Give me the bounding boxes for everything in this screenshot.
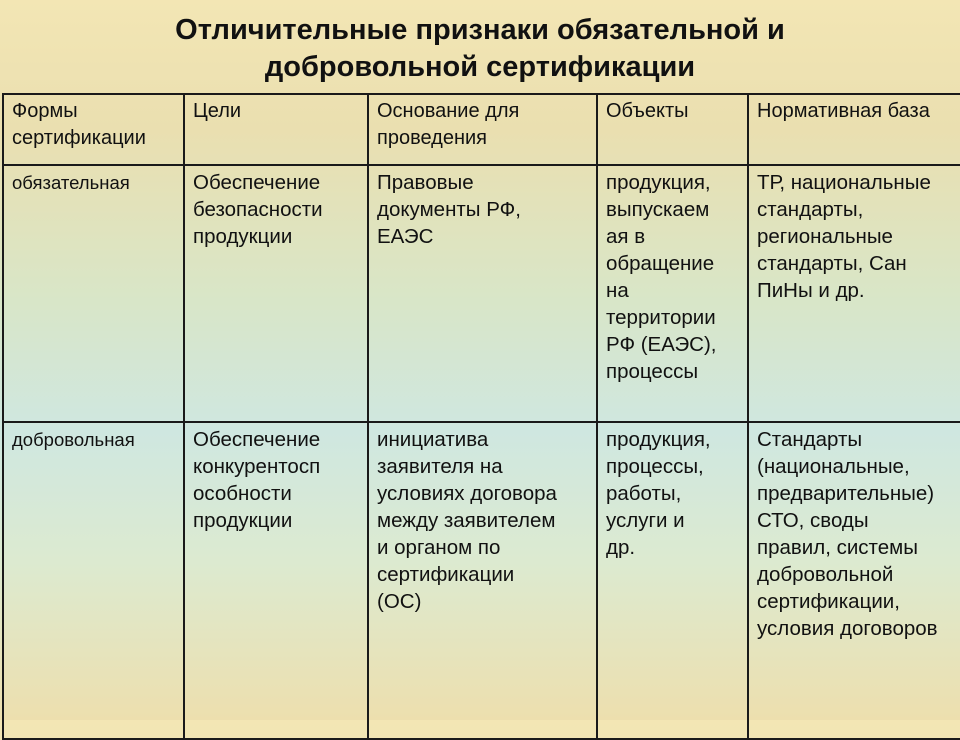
table-row [3, 165, 960, 422]
table-cell [748, 165, 960, 422]
cell-line: Объекты [606, 100, 689, 122]
cell-line: особности [193, 482, 292, 505]
cell-line: условия договоров [757, 617, 938, 640]
cell-line: продукции [193, 509, 293, 532]
cell-line: ая в [606, 225, 646, 248]
cell-line: добровольная [12, 429, 135, 450]
header-cell-goals [184, 94, 368, 165]
cell-line: региональные [757, 225, 893, 248]
cell-line: (национальные, [757, 455, 910, 478]
cell-line: сертификации, [757, 590, 900, 613]
title-line-1: Отличительные признаки обязательной и [175, 14, 785, 46]
cell-line: Цели [193, 100, 242, 122]
cell-line: продукции [193, 225, 293, 248]
cell-line: Стандарты [757, 428, 863, 451]
cell-line: Формы [12, 100, 78, 122]
cell-line: проведения [377, 127, 487, 149]
table-cell [597, 422, 748, 739]
cell-line: Правовые [377, 171, 474, 194]
table-cell [368, 422, 597, 739]
cell-line: добровольной [757, 563, 894, 586]
page-title [0, 12, 960, 86]
cell-line: продукция, [606, 428, 711, 451]
table-cell [597, 165, 748, 422]
table-cell [184, 422, 368, 739]
cell-line: на [606, 279, 629, 302]
header-cell-objects [597, 94, 748, 165]
header-cell-basis [368, 94, 597, 165]
table-header-row [3, 94, 960, 165]
cell-line: процессы, [606, 455, 704, 478]
cell-line: др. [606, 536, 636, 559]
cell-line: заявителя на [377, 455, 503, 478]
cell-line: предварительные) [757, 482, 935, 505]
cell-line: продукция, [606, 171, 711, 194]
cell-line: работы, [606, 482, 682, 505]
cell-line: сертификации [12, 127, 146, 149]
cell-line: документы РФ, [377, 198, 521, 221]
cell-line: процессы [606, 360, 699, 383]
cell-line: СТО, своды [757, 509, 869, 532]
cell-line: обязательная [12, 172, 130, 193]
table-row [3, 422, 960, 739]
cell-line: Основание для [377, 100, 520, 122]
cell-line: Обеспечение [193, 171, 321, 194]
cell-line: инициатива [377, 428, 489, 451]
table-cell [748, 422, 960, 739]
cell-line: условиях договора [377, 482, 557, 505]
header-cell-forms [3, 94, 184, 165]
comparison-table [2, 93, 960, 740]
cell-line: выпускаем [606, 198, 710, 221]
cell-line: услуги и [606, 509, 685, 532]
cell-line: обращение [606, 252, 715, 275]
title-line-2: добровольной сертификации [264, 51, 696, 83]
table-cell [3, 422, 184, 739]
header-cell-normative-base [748, 94, 960, 165]
table-cell [184, 165, 368, 422]
cell-line: (ОС) [377, 590, 422, 613]
cell-line: стандарты, Сан [757, 252, 907, 275]
table-cell [3, 165, 184, 422]
cell-line: стандарты, [757, 198, 864, 221]
cell-line: ЕАЭС [377, 225, 434, 248]
cell-line: РФ (ЕАЭС), [606, 333, 717, 356]
cell-line: конкурентосп [193, 455, 321, 478]
table-cell [368, 165, 597, 422]
cell-line: Обеспечение [193, 428, 321, 451]
cell-line: между заявителем [377, 509, 556, 532]
cell-line: и органом по [377, 536, 501, 559]
cell-line: сертификации [377, 563, 515, 586]
cell-line: безопасности [193, 198, 323, 221]
cell-line: ТР, национальные [757, 171, 931, 194]
cell-line: ПиНы и др. [757, 279, 865, 302]
cell-line: территории [606, 306, 716, 329]
cell-line: Нормативная база [757, 100, 930, 122]
cell-line: правил, системы [757, 536, 918, 559]
